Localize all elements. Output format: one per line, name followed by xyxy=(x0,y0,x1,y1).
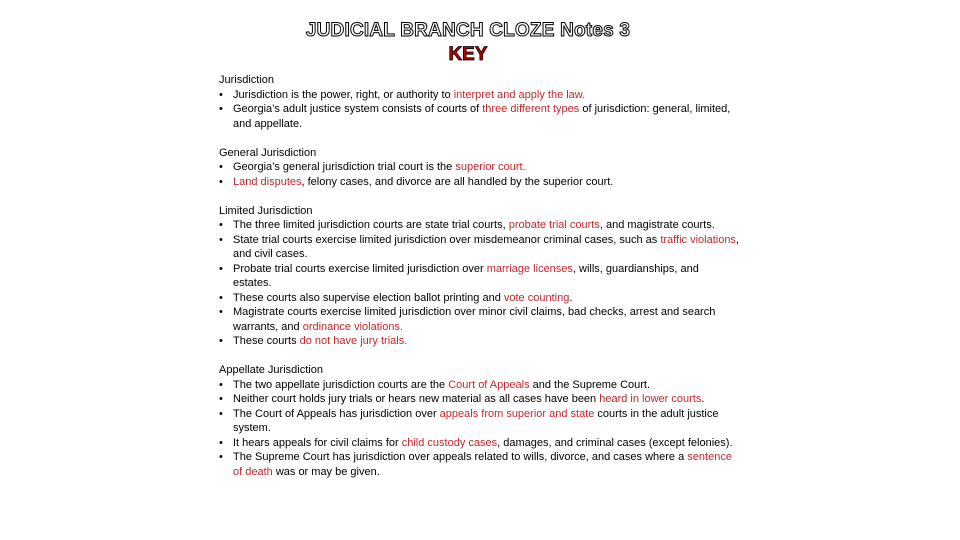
note-text: . xyxy=(701,393,705,405)
note-text: Neither court holds jury trials or hears new material as all cases have been xyxy=(233,393,600,405)
section-heading: Appellate Jurisdiction xyxy=(219,364,323,376)
answer-text: interpret and apply the law. xyxy=(453,88,586,101)
bullet-item xyxy=(219,305,739,334)
note-text: The three limited jurisdiction courts are state trial courts, xyxy=(233,219,509,231)
notes-body xyxy=(219,73,739,479)
bullet-icon: • xyxy=(219,262,223,275)
bullet-item xyxy=(219,378,739,393)
bullet-icon: • xyxy=(219,175,223,188)
answer-text: vote counting xyxy=(503,291,570,304)
bullet-item xyxy=(219,218,739,233)
bullet-item xyxy=(219,233,739,262)
answer-text: probate trial courts xyxy=(508,219,600,231)
bullet-icon: • xyxy=(219,103,223,115)
bullet-item xyxy=(219,160,739,175)
note-text: , and civil cases. xyxy=(233,233,739,260)
note-text: It hears appeals for civil claims for xyxy=(233,436,402,449)
section-heading: Limited Jurisdiction xyxy=(219,204,313,217)
bullet-list xyxy=(219,88,739,132)
answer-text: traffic violations xyxy=(660,233,736,246)
note-text: , and magistrate courts. xyxy=(599,219,715,231)
note-text: Magistrate courts exercise limited jurisdiction over minor civil claims, bad checks, arrest and search warrants, and xyxy=(233,306,716,333)
bullet-icon: • xyxy=(219,436,223,449)
answer-text: superior court. xyxy=(455,161,526,173)
bullet-icon: • xyxy=(219,393,223,405)
bullet-icon: • xyxy=(219,306,223,318)
bullet-item xyxy=(219,291,739,306)
note-text: These courts xyxy=(233,335,300,347)
note-text: Georgia’s adult justice system consists of courts of xyxy=(233,103,483,115)
answer-text: appeals from superior and state xyxy=(439,407,595,420)
answer-text: do not have jury trials. xyxy=(299,335,408,347)
notes-section xyxy=(219,363,739,479)
note-text: , wills, guardianships, and estates. xyxy=(233,262,699,289)
notes-section xyxy=(219,204,739,349)
bullet-item xyxy=(219,262,739,291)
page-title: JUDICIAL BRANCH CLOZE Notes 3 xyxy=(305,20,631,41)
answer-text: marriage licenses xyxy=(486,262,573,275)
bullet-item xyxy=(219,88,739,103)
note-text: These courts also supervise election ballot printing and xyxy=(233,291,504,304)
note-text: . xyxy=(569,291,573,304)
note-text: of jurisdiction: general, limited, and appellate. xyxy=(233,103,731,130)
answer-text: Land disputes xyxy=(233,175,302,188)
bullet-item xyxy=(219,450,739,479)
note-text: State trial courts exercise limited jurisdiction over misdemeanor criminal cases, such as xyxy=(233,233,661,246)
answer-text: three different types xyxy=(482,103,580,115)
notes-section xyxy=(219,146,739,190)
key-label: KEY xyxy=(448,44,488,65)
answer-text: heard in lower courts xyxy=(599,393,702,405)
bullet-list xyxy=(219,218,739,349)
note-text: courts in the adult justice system. xyxy=(233,407,719,434)
bullet-item xyxy=(219,175,739,190)
bullet-item xyxy=(219,392,739,407)
bullet-icon: • xyxy=(219,88,223,101)
note-text: Jurisdiction is the power, right, or authority to xyxy=(233,88,454,101)
section-heading: Jurisdiction xyxy=(219,74,275,86)
bullet-list xyxy=(219,160,739,189)
note-text: and the Supreme Court. xyxy=(529,378,651,391)
notes-section xyxy=(219,73,739,131)
bullet-list xyxy=(219,378,739,480)
bullet-icon: • xyxy=(219,407,223,420)
note-text: The Supreme Court has jurisdiction over appeals related to wills, divorce, and cases where a xyxy=(233,451,688,463)
bullet-icon: • xyxy=(219,291,223,304)
note-text: Probate trial courts exercise limited jurisdiction over xyxy=(233,262,487,275)
section-heading: General Jurisdiction xyxy=(219,146,317,159)
bullet-item xyxy=(219,102,739,131)
bullet-item xyxy=(219,334,739,349)
note-text: , damages, and criminal cases (except felonies). xyxy=(497,436,733,449)
bullet-icon: • xyxy=(219,335,223,347)
note-text: The two appellate jurisdiction courts are the xyxy=(233,378,449,391)
bullet-icon: • xyxy=(219,378,223,391)
answer-text: Court of Appeals xyxy=(448,378,530,391)
bullet-icon: • xyxy=(219,451,223,463)
bullet-icon: • xyxy=(219,233,223,246)
note-text: Georgia’s general jurisdiction trial court is the xyxy=(233,161,456,173)
bullet-icon: • xyxy=(219,219,223,231)
note-text: , felony cases, and divorce are all handled by the superior court. xyxy=(301,175,614,188)
bullet-item xyxy=(219,407,739,436)
answer-text: ordinance violations. xyxy=(302,320,403,333)
note-text: The Court of Appeals has jurisdiction over xyxy=(233,407,440,420)
bullet-item xyxy=(219,436,739,451)
bullet-icon: • xyxy=(219,161,223,173)
note-text: was or may be given. xyxy=(272,465,380,478)
answer-text: child custody cases xyxy=(401,436,498,449)
answer-text: sentence of death xyxy=(233,451,732,478)
